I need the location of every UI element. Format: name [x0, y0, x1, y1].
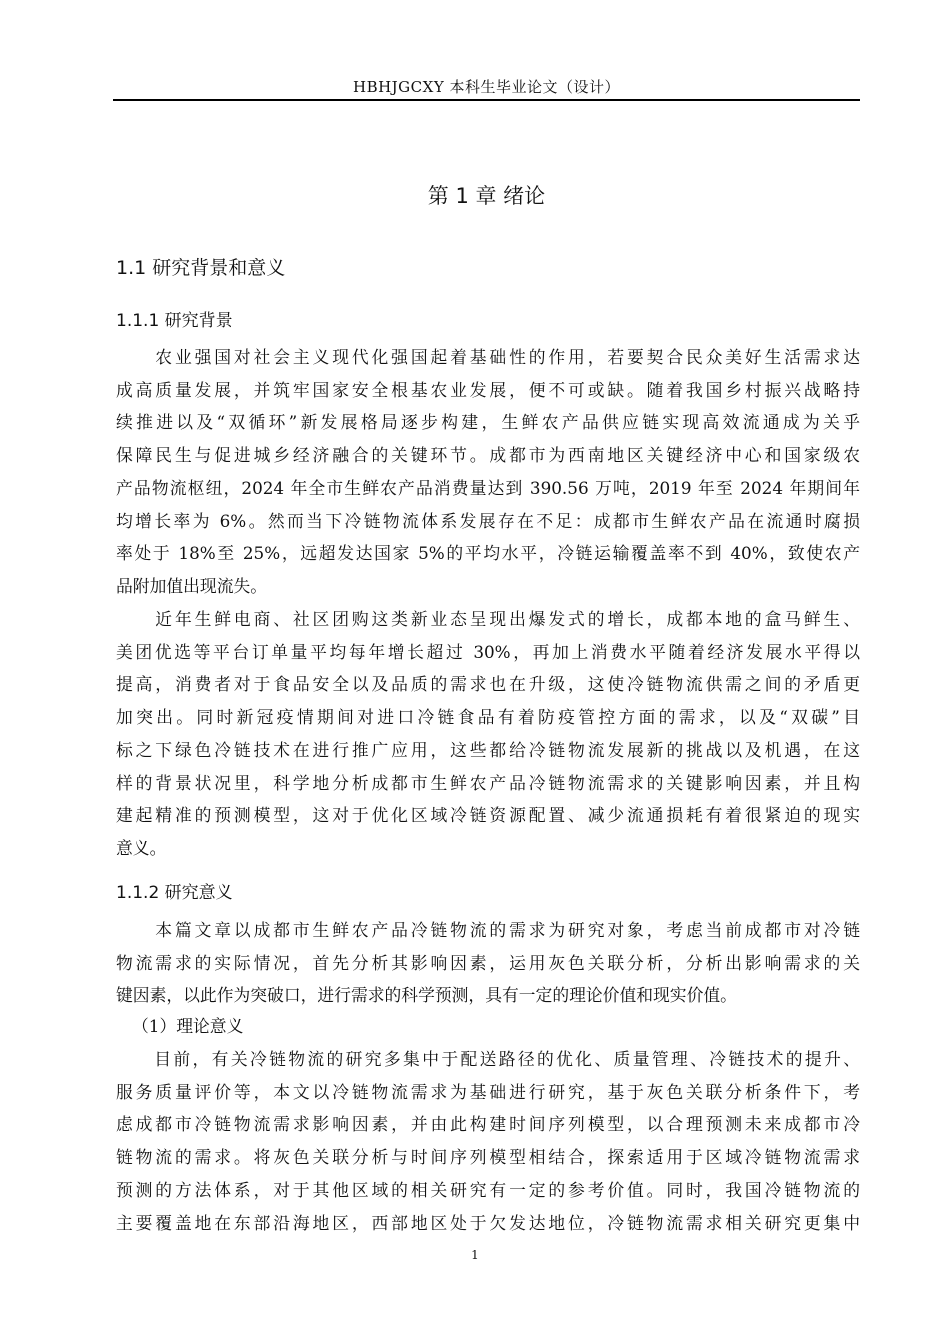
text-line: 近年生鲜电商、社区团购这类新业态呈现出爆发式的增长，成都本地的盒马鲜生、 — [116, 609, 860, 629]
text-line: 美团优选等平台订单量平均每年增长超过 30%，再加上消费水平随着经济发展水平得以 — [116, 641, 860, 662]
text-line: 品附加值出现流失。 — [116, 575, 268, 596]
page-number: 1 — [471, 1248, 479, 1262]
list-item-theory: （1）理论意义 — [132, 1016, 244, 1036]
text-line: 虑成都市冷链物流需求影响因素，并由此构建时间序列模型，以合理预测未来成都市冷 — [116, 1114, 860, 1135]
text-line: 农业强国对社会主义现代化强国起着基础性的作用，若要契合民众美好生活需求达 — [116, 347, 860, 367]
text-line: 服务质量评价等，本文以冷链物流需求为基础进行研究，基于灰色关联分析条件下，考 — [116, 1081, 860, 1102]
text-line: 续推进以及“双循环”新发展格局逐步构建，生鲜农产品供应链实现高效流通成为关乎 — [116, 412, 860, 433]
paragraph-background-2 — [116, 603, 860, 865]
text-line: 提高，消费者对于食品安全以及品质的需求也在升级，这使冷链物流供需之间的矛盾更 — [116, 674, 860, 695]
text-line: 链物流的需求。将灰色关联分析与时间序列模型相结合，探索适用于区域冷链物流需求 — [116, 1147, 860, 1168]
paragraph-theory — [116, 1043, 860, 1239]
subsection-heading-significance: 1.1.2 研究意义 — [116, 883, 233, 903]
text-line: 保障民生与促进城乡经济融合的关键环节。成都市为西南地区关键经济中心和国家级农 — [116, 445, 860, 466]
running-header: HBHJGCXY 本科生毕业论文（设计） — [352, 78, 620, 96]
text-line: 意义。 — [116, 837, 167, 858]
text-line: 产品物流枢纽，2024 年全市生鲜农产品消费量达到 390.56 万吨，2019 年至 2024 年期间年 — [116, 477, 860, 498]
text-line: 预测的方法体系，对于其他区域的相关研究有一定的参考价值。同时，我国冷链物流的 — [116, 1179, 860, 1200]
text-line: 成高质量发展，并筑牢国家安全根基农业发展，便不可或缺。随着我国乡村振兴战略持 — [116, 379, 860, 400]
section-heading: 1.1 研究背景和意义 — [116, 257, 286, 279]
chapter-title: 第 1 章 绪论 — [427, 184, 546, 208]
paragraph-significance-1 — [116, 914, 860, 1012]
text-line: 加突出。同时新冠疫情期间对进口冷链食品有着防疫管控方面的需求，以及“双碳”目 — [116, 707, 860, 728]
text-line: 样的背景状况里，科学地分析成都市生鲜农产品冷链物流需求的关键影响因素，并且构 — [116, 772, 860, 793]
subsection-heading-background: 1.1.1 研究背景 — [116, 311, 233, 331]
paragraph-background-1 — [116, 341, 860, 603]
text-line: 建起精准的预测模型，这对于优化区域冷链资源配置、减少流通损耗有着很紧迫的现实 — [116, 805, 860, 826]
text-line: 键因素，以此作为突破口，进行需求的科学预测，具有一定的理论价值和现实价值。 — [116, 985, 737, 1006]
text-line: 本篇文章以成都市生鲜农产品冷链物流的需求为研究对象，考虑当前成都市对冷链 — [116, 920, 860, 940]
text-line: 主要覆盖地在东部沿海地区，西部地区处于欠发达地位，冷链物流需求相关研究更集中 — [116, 1212, 860, 1233]
text-line: 均增长率为 6%。然而当下冷链物流体系发展存在不足：成都市生鲜农产品在流通时腐损 — [116, 510, 860, 531]
text-line: 标之下绿色冷链技术在进行推广应用，这些都给冷链物流发展新的挑战以及机遇，在这 — [116, 739, 860, 760]
text-line: 率处于 18%至 25%，远超发达国家 5%的平均水平，冷链运输覆盖率不到 40%，致使农产 — [116, 543, 860, 564]
text-line: 目前，有关冷链物流的研究多集中于配送路径的优化、质量管理、冷链技术的提升、 — [116, 1049, 860, 1069]
header-divider — [113, 99, 860, 101]
text-line: 物流需求的实际情况，首先分析其影响因素，运用灰色关联分析，分析出影响需求的关 — [116, 952, 860, 973]
